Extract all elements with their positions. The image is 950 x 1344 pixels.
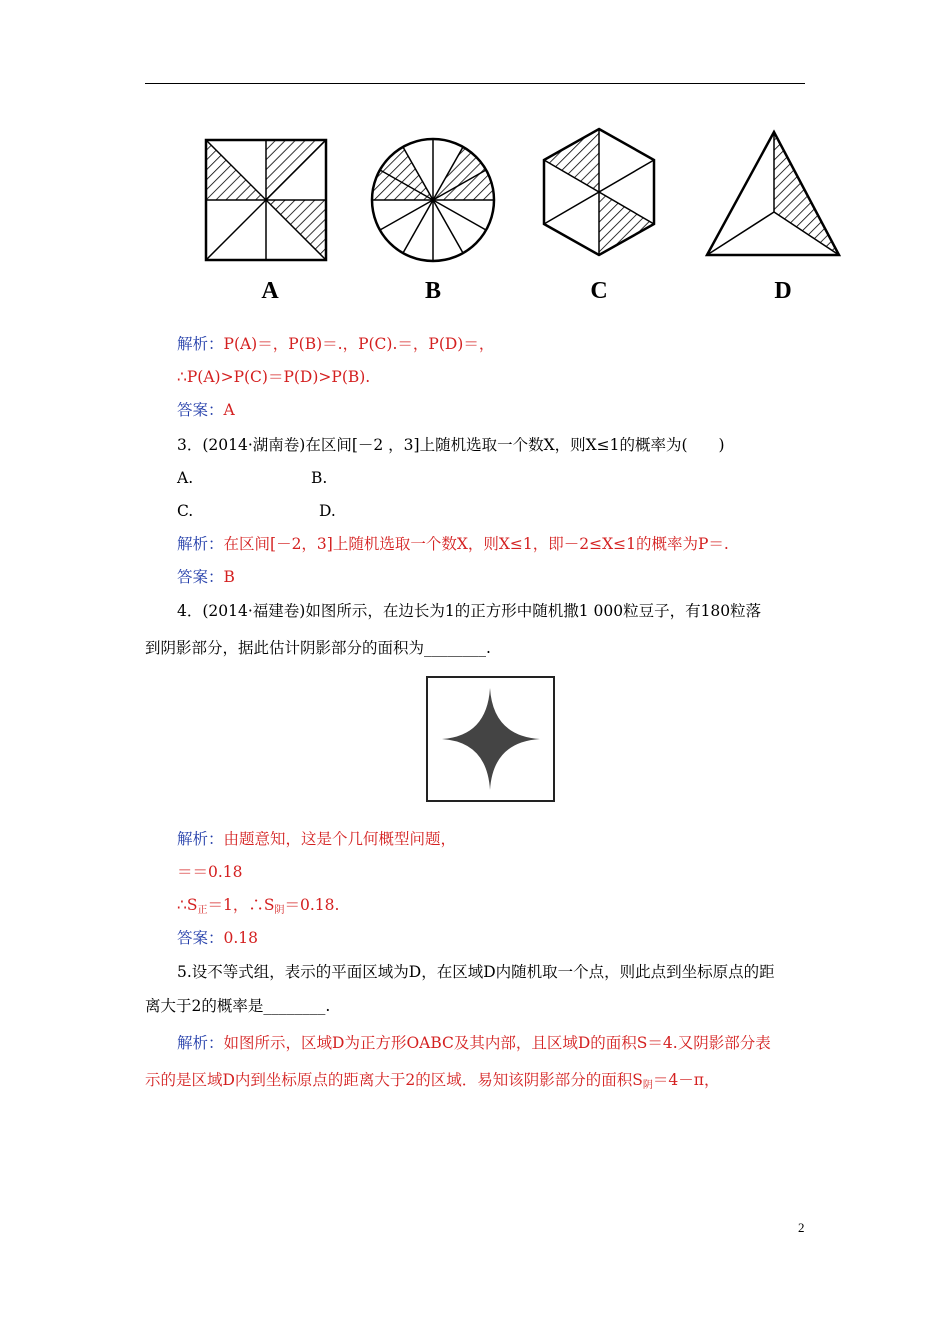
analysis-label: 解析： bbox=[177, 1034, 224, 1052]
area-text: ＝0.18. bbox=[284, 896, 340, 914]
q4-stem-line-1: 4．(2014·福建卷)如图所示，在边长为1的正方形中随机撒1 000粒豆子，有180粒落 bbox=[177, 602, 762, 620]
figure-label-a: A bbox=[261, 278, 279, 304]
analysis-text: 由题意知，这是个几何概型问题， bbox=[223, 830, 457, 848]
answer-value: 0.18 bbox=[223, 929, 259, 947]
subscript: 阴 bbox=[274, 905, 285, 916]
q3-option-d: D. bbox=[319, 502, 336, 520]
analysis-label: 解析： bbox=[177, 535, 224, 553]
q5-stem-line-1: 5.设不等式组，表示的平面区域为D，在区域D内随机取一个点，则此点到坐标原点的距 bbox=[177, 963, 775, 981]
figure-label-c: C bbox=[590, 278, 608, 304]
q5-stem-line-2: 离大于2的概率是________. bbox=[145, 997, 331, 1015]
analysis-label: 解析： bbox=[177, 830, 224, 848]
figure-label-d: D bbox=[774, 278, 792, 304]
analysis-text: ＝4－π， bbox=[652, 1071, 720, 1089]
text-column-lower bbox=[145, 0, 827, 1344]
analysis-text: P(A)＝，P(B)＝.，P(C).＝，P(D)＝， bbox=[223, 335, 495, 353]
q3-option-b: B. bbox=[311, 469, 328, 487]
q4-area bbox=[177, 894, 339, 919]
q2-conclusion: ∴P(A)>P(C)＝P(D)>P(B). bbox=[177, 368, 371, 386]
analysis-text: 在区间[－2，3]上随机选取一个数X，则X≤1，即－2≤X≤1的概率为P＝. bbox=[223, 535, 729, 553]
q3-option-a: A. bbox=[177, 469, 194, 487]
q4-answer bbox=[177, 927, 258, 949]
answer-value: A bbox=[223, 401, 235, 419]
q3-stem: 3．(2014·湖南卷)在区间[－2 ，3]上随机选取一个数X，则X≤1的概率为( ) bbox=[177, 436, 725, 454]
q4-ratio: ＝＝0.18 bbox=[177, 863, 243, 881]
answer-label: 答案： bbox=[177, 401, 224, 419]
analysis-text: 如图所示，区域D为正方形OABC及其内部，且区域D的面积S＝4.又阴影部分表 bbox=[223, 1034, 771, 1052]
answer-label: 答案： bbox=[177, 568, 224, 586]
answer-value: B bbox=[223, 568, 235, 586]
answer-label: 答案： bbox=[177, 929, 224, 947]
q3-option-c: C. bbox=[177, 502, 194, 520]
figure-label-b: B bbox=[424, 278, 441, 304]
q5-analysis-line-2 bbox=[145, 1069, 719, 1094]
q5-analysis-line-1 bbox=[177, 1032, 771, 1054]
area-text: ∴S bbox=[177, 896, 198, 914]
subscript: 正 bbox=[197, 905, 208, 916]
analysis-label: 解析： bbox=[177, 335, 224, 353]
q4-stem-line-2: 到阴影部分，据此估计阴影部分的面积为________. bbox=[145, 639, 491, 657]
page-number: 2 bbox=[798, 1220, 805, 1235]
area-text: ＝1，∴S bbox=[207, 896, 275, 914]
analysis-text: 示的是区域D内到坐标原点的距离大于2的区域．易知该阴影部分的面积S bbox=[145, 1071, 643, 1089]
subscript: 阴 bbox=[642, 1080, 653, 1091]
q4-analysis bbox=[177, 828, 456, 850]
